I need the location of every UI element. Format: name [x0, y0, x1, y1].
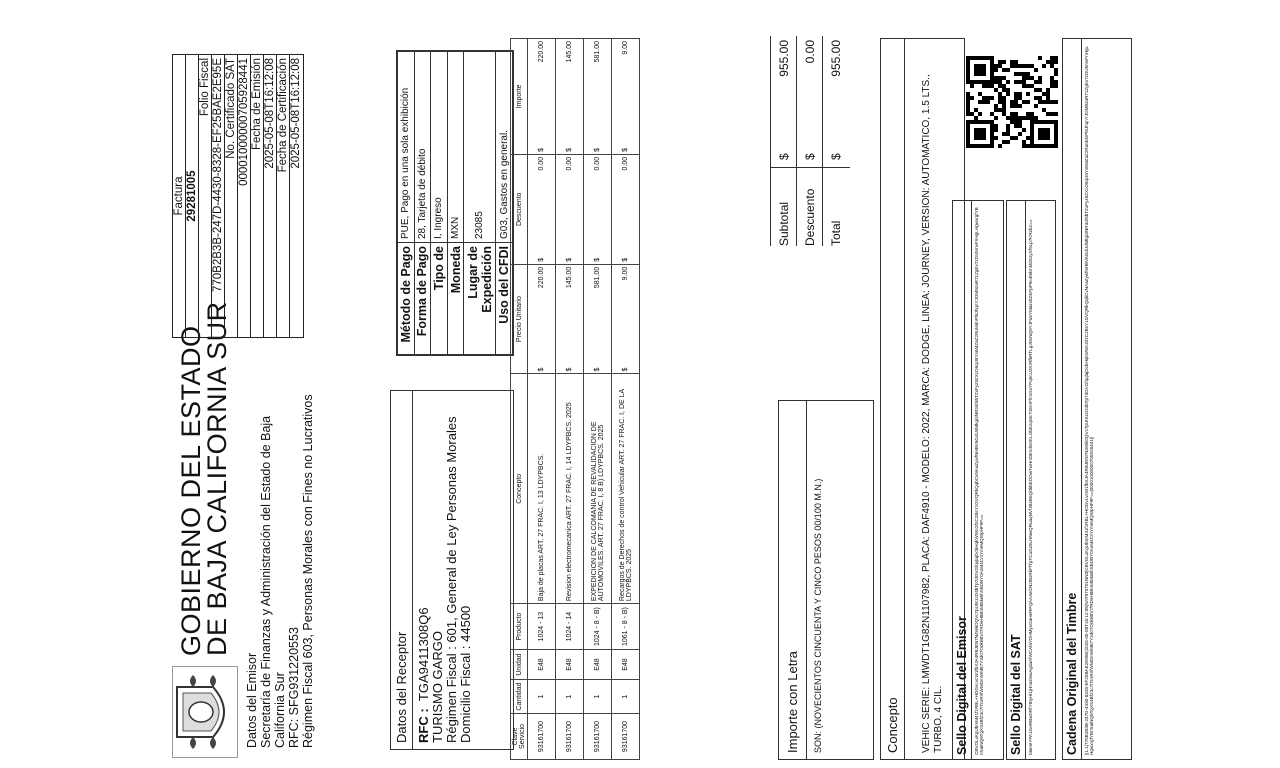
currency-sign: $	[538, 147, 545, 152]
item-descuento-value: 0.00	[566, 156, 573, 171]
currency-sign: $	[566, 147, 573, 152]
emisor-name-line1: Secretaría de Finanzas y Administración del Estado de Baja	[259, 415, 273, 748]
payment-info-table	[396, 50, 514, 356]
qr-code-icon	[966, 56, 1058, 148]
table-row	[528, 39, 556, 760]
totals-label: Subtotal	[777, 201, 791, 246]
column-header: Concepto	[511, 374, 528, 604]
column-header: Clave Servicio	[511, 714, 528, 760]
table-row	[431, 52, 448, 355]
pago-label: Forma de Pago	[414, 243, 431, 355]
sello-sat-value: MaHeYPA1GeRBwDRfYBIyHl1jHnaDswAgdaAfWCAfaYDHMyvGaHeRPQAA4eGN2tBzRkFfTpTCuGz9LHNwQRuaqNVfJBzB5Q0bbEDOw7wHn2BmdG0KLI2bEzqMc7nEmFhmGxYPq0cU2KrRfbRTLgJDvNQ9YJFu5YMazs8ZEFpP9c4NkmM2EzyXf9Lp7KRzb2==	[1028, 219, 1033, 755]
fecha-emision-label: Fecha de Emisión	[251, 55, 264, 337]
item-descuento	[584, 154, 612, 264]
currency-sign: $	[594, 257, 601, 262]
item-importe	[612, 39, 640, 155]
currency-sign: $	[622, 147, 629, 152]
pago-label: Lugar de Expedición	[464, 243, 496, 355]
currency-sign: $	[538, 367, 545, 372]
item-precio	[556, 264, 584, 374]
column-header: Unidad	[511, 650, 528, 680]
currency-sign: $	[622, 257, 629, 262]
item-cantidad: 1	[556, 680, 584, 714]
currency-sign: $	[829, 153, 843, 160]
currency-sign: $	[566, 257, 573, 262]
receptor-regimen: Régimen Fiscal : 601, General de Ley Personas Morales	[444, 416, 459, 743]
item-descuento	[528, 154, 556, 264]
fecha-emision-value: 2025-05-08T16:12:08	[264, 55, 277, 337]
table-row	[398, 52, 415, 355]
receptor-rfc: TGA9411308Q6	[416, 607, 431, 702]
item-unidad: E48	[528, 650, 556, 680]
table-row	[584, 39, 612, 760]
currency-sign: $	[777, 153, 791, 160]
item-importe-value: 220.00	[538, 41, 545, 63]
receptor-block	[390, 390, 514, 750]
concepto-label: Concepto	[881, 39, 905, 759]
item-precio	[528, 264, 556, 374]
cadena-original	[1062, 38, 1132, 760]
fecha-certificacion-value: 2025-05-08T16:12:08	[290, 58, 302, 169]
table-header-row	[511, 39, 528, 760]
item-cantidad: 1	[612, 680, 640, 714]
item-precio-value: 220.00	[538, 266, 545, 289]
item-concepto: Revision electromecanica ART. 27 FRAC. I, 14 LDYPBCS. 2025	[556, 374, 584, 604]
factura-number: 29281005	[186, 55, 199, 337]
currency-sign: $	[594, 367, 601, 372]
item-descuento-value: 0.00	[538, 156, 545, 171]
item-concepto: Baja de placas ART. 27 FRAC. I, 13 LDYPBCS.	[528, 374, 556, 604]
item-importe-value: 145.00	[566, 41, 573, 63]
emisor-label: Datos del Emisor	[245, 652, 259, 748]
totals-row-subtotal	[770, 36, 796, 246]
sello-sat-label: Sello Digital del SAT	[1007, 201, 1026, 759]
item-concepto: EXPEDICION DE CALCOMANIA DE REVALIDACION DE AUTOMOVILES. ART. 27 FRAC. I, 8 B) LDYPBCS. 2025	[584, 374, 612, 604]
totals-label: Total	[829, 220, 843, 246]
emisor-name-line2: California Sur	[273, 672, 287, 748]
government-title-line2: DE BAJA CALIFORNIA SUR	[202, 301, 232, 656]
item-precio-value: 581.00	[594, 266, 601, 289]
item-concepto: Recargos de Derechos de control Vehicular ART. 27 FRAC. I, DE LA LDYPBCS. 2025	[612, 374, 640, 604]
item-precio-value: 9.00	[622, 266, 629, 281]
cert-sat-label: No. Certificado SAT	[225, 55, 238, 337]
pago-label: Uso del CFDI	[496, 243, 513, 355]
concepto-value: VEHIC SERIE: LMWDT1G82N1107982, PLACA: DAF4910 - MODELO: 2022, MARCA: DODGE, LINEA: JOURNEY, VERSION: AUTOMATICO, 1.5 LTS., TURBO, 4 CIL.	[921, 74, 944, 753]
pago-label: Método de Pago	[398, 243, 415, 355]
item-cantidad: 1	[584, 680, 612, 714]
factura-box	[172, 54, 304, 338]
item-importe	[556, 39, 584, 155]
item-importe-value: 581.00	[594, 41, 601, 63]
currency-sign: $	[566, 367, 573, 372]
importe-con-letra-value: SON: (NOVECIENTOS CINCUENTA Y CINCO PESOS 00/100 M.N.)	[813, 478, 823, 753]
cadena-original-value: ||1.1|770B2B3B-247D-4430-8328-EF25BAE2E95E|2025-05-08T16:12:08|SAT970701NN3|CBVOLxKgUbmM41f1RBL+HOGvLvcW1fbXJA4RBJEN7N4WiiOQVc7pUtKzcD4bTp7dGVGfqqlajDcbHqkWWcGfzC2BsY1GVQRkQqbCvNAaZywfNHBV6GdUdMkgi3NR3dr5bTZxFyz9ZXcO6qU8Ys6MZaZ2RuMdnPl8JhqnYJOM9zaR71ZgEv7zDU5mvFnHgLHgwxrgfYBnSaiNQ9TgXS4BfZ3c7tTcsRnfWMDmWM67Y3d07O0kB8Vt7RDeH8BnMtMa8hSBDBY0AoM4CmYmeMQWpHF9F==|00001000000705928441||	[1084, 45, 1095, 755]
sello-sat	[1006, 200, 1056, 760]
item-clave: 93161700	[528, 714, 556, 760]
table-row	[414, 52, 431, 355]
currency-sign: $	[803, 153, 817, 160]
totals-label: Descuento	[803, 188, 817, 246]
receptor-label: Datos del Receptor	[391, 391, 413, 749]
cert-sat-value: 00001000000705928441	[238, 55, 251, 337]
government-title	[178, 301, 230, 656]
column-header: Descuento	[511, 154, 528, 264]
item-descuento	[556, 154, 584, 264]
folio-fiscal-value: 770B2B3B-247D-4430-8328-EF25BAE2E95E	[212, 55, 225, 337]
emisor-regimen: Régimen Fiscal 603, Personas Morales con Fines no Lucrativos	[301, 394, 315, 748]
pago-value: 28, Tarjeta de débito	[414, 52, 431, 243]
totals-row-descuento	[796, 36, 822, 246]
pago-value: MXN	[447, 52, 464, 243]
pago-value: 23085	[464, 52, 496, 243]
item-clave: 93161700	[612, 714, 640, 760]
importe-con-letra	[778, 400, 874, 760]
government-title-line1: GOBIERNO DEL ESTADO	[176, 325, 206, 656]
item-unidad: E48	[556, 650, 584, 680]
table-row	[447, 52, 464, 355]
item-producto: 1024 - 13	[528, 604, 556, 650]
sello-emisor	[952, 200, 1004, 760]
pago-label: Moneda	[447, 243, 464, 355]
item-cantidad: 1	[528, 680, 556, 714]
item-producto: 1024 - 8 - B)	[584, 604, 612, 650]
item-unidad: E48	[612, 650, 640, 680]
item-descuento-value: 0.00	[594, 156, 601, 171]
table-row	[464, 52, 496, 355]
totals-block	[770, 36, 868, 246]
item-producto: 1024 - 14	[556, 604, 584, 650]
items-table	[510, 38, 640, 760]
importe-con-letra-label: Importe con Letra	[779, 401, 807, 759]
item-precio	[584, 264, 612, 374]
column-header: Producto	[511, 604, 528, 650]
item-importe-value: 9.00	[622, 41, 629, 55]
pago-value: G03, Gastos en general.	[496, 52, 513, 243]
item-descuento-value: 0.00	[622, 156, 629, 171]
totals-value: 0.00	[803, 40, 817, 64]
emisor-rfc: RFC: SFG931220553	[287, 627, 301, 748]
fecha-certificacion-label: Fecha de Certificación	[277, 55, 290, 337]
pago-value: PUE, Pago en una sola exhibición	[398, 52, 415, 243]
column-header: Cantidad	[511, 680, 528, 714]
receptor-rfc-label: RFC :	[416, 708, 431, 743]
emisor-block	[245, 328, 315, 748]
cadena-original-label: Cadena Original del Timbre	[1063, 39, 1082, 759]
factura-title: Factura	[173, 55, 186, 337]
table-row	[612, 39, 640, 760]
totals-value: 955.00	[829, 40, 843, 77]
pago-label: Tipo de	[431, 243, 448, 355]
item-importe	[528, 39, 556, 155]
column-header: Importe	[511, 39, 528, 155]
pago-value: I, Ingreso	[431, 52, 448, 243]
receptor-name: TURISMO GARGO	[430, 631, 445, 743]
item-precio-value: 145.00	[566, 266, 573, 289]
column-header: Precio Unitario	[511, 264, 528, 374]
item-descuento	[612, 154, 640, 264]
sello-emisor-value: CBVOLxKgUbmM41f1RBL+HOGvLvcW1fbXJA4RBJEN7N4WiiOQVc7pUtKzcD4bTp7dGVGfqqlajDcbHqkWWcGfzC2BsY1GVQRkQqbCvNAaZywfNHBV6GdUdMkgi3NR3dr5bTZxFyz9ZXcO6qU8Ys6MZaZ2RuMdnPl8JhqnYJOM9zaR71ZgEv7zDU5mvFnHgLHgwxrgfYBnSaiNQ9TgXS4BfZ3c7tTcsRnfWMDmWM67Y3d07O0kB8Vt7RDeH8BnMtMa8hSBDBY0AoM4CmYmeMQWpHF9F==	[974, 207, 985, 755]
item-unidad: E48	[584, 650, 612, 680]
currency-sign: $	[594, 147, 601, 152]
currency-sign: $	[622, 367, 629, 372]
item-precio	[612, 264, 640, 374]
table-row	[556, 39, 584, 760]
item-clave: 93161700	[556, 714, 584, 760]
totals-value: 955.00	[777, 40, 791, 77]
coat-of-arms-logo	[172, 666, 238, 758]
currency-sign: $	[538, 257, 545, 262]
item-clave: 93161700	[584, 714, 612, 760]
folio-fiscal-label: Folio Fiscal	[199, 55, 212, 337]
sello-emisor-label: Sello Digital del Emisor	[953, 201, 972, 759]
receptor-domicilio: Domicilio Fiscal : 44500	[458, 605, 473, 743]
item-producto: 1061 - 8 - B)	[612, 604, 640, 650]
item-importe	[584, 39, 612, 155]
totals-row-total	[822, 36, 848, 246]
